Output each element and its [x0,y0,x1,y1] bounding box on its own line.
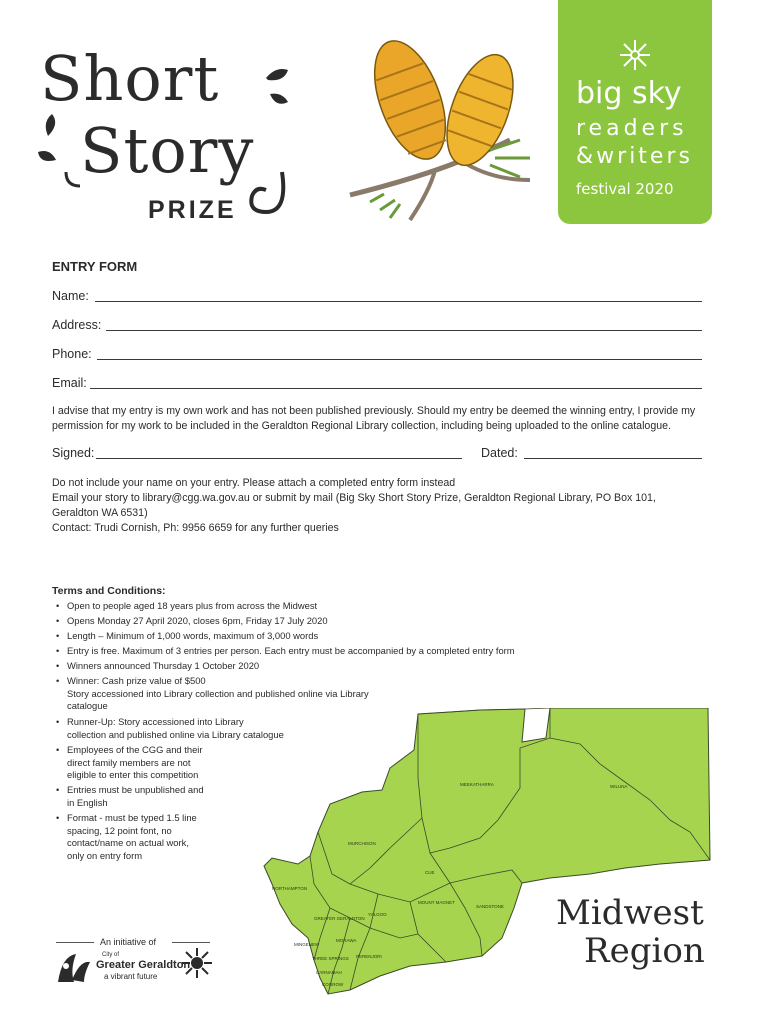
sparkle-icon [620,40,650,70]
region-label: MEEKATHARRA [460,782,494,787]
title-prize: PRIZE [148,196,237,224]
term-text: Employees of the CGG and their direct family members are not eligible to enter this competition [67,744,203,780]
term-text: Opens Monday 27 April 2020, closes 6pm, Friday 17 July 2020 [67,615,328,626]
name-label: Name: [52,289,89,303]
term-text: Length – Minimum of 1,000 words, maximum of 3,000 words [67,630,319,641]
term-text: Winner: Cash prize value of $500 Story accessioned into Library collection and published online via Library catalogue [67,675,369,711]
info-line-2: Email your story to library@cgg.wa.gov.au or submit by mail (Big Sky Short Story Prize, Geraldton Regional Library, PO Box 101, Geraldton WA 6531) [52,492,656,519]
title-story: Story [80,114,255,187]
map-title-midwest: Midwest [556,893,704,933]
bullet: • [56,812,60,823]
festival-badge [558,0,712,224]
region-label: WILUNA [610,784,628,789]
declaration-text: I advise that my entry is my own work and has not been published previously. Should my entry be deemed the winning entry, I provide my permission for my work to be included in the Geraldton Regional Library collection, including being uploaded to the online catalogue. [52,405,696,432]
term-text: Entries must be unpublished and in English [67,784,204,808]
cgg-logo-icon [54,950,94,986]
region-label: CUE [425,870,435,875]
bullet: • [56,630,60,641]
bullet: • [56,615,60,626]
term-text: Format - must be typed 1.5 line spacing, 12 point font, no contact/name on actual work, only on entry form [67,812,197,861]
bullet: • [56,645,60,656]
divider [172,942,210,943]
email-field[interactable] [90,388,702,389]
signed-label: Signed: [52,446,95,460]
region-label: CARNAMAH [316,970,342,975]
region-label: MINGENEW [294,942,320,947]
festival-line1: big sky [576,76,682,111]
term-text: Winners announced Thursday 1 October 2020 [67,660,260,671]
region-label: COOROW [322,982,344,987]
region-label: YALGOO [368,912,387,917]
banksia-flower-icon [340,30,550,230]
email-label: Email: [52,376,87,390]
bullet: • [56,660,60,671]
form-title: ENTRY FORM [52,259,138,274]
region-label: MURCHISON [348,841,376,846]
org-name: Greater Geraldton [96,959,191,971]
region-label: PERENJORI [356,954,382,959]
signature-field[interactable] [96,458,462,459]
dated-label: Dated: [481,446,518,460]
initiative-text: An initiative of [100,937,157,947]
sun-icon [182,948,212,978]
org-tagline: a vibrant future [104,972,158,981]
org-city: City of [102,952,120,958]
bullet: • [56,716,60,727]
terms-title: Terms and Conditions: [52,585,166,597]
region-label: MORAWA [336,938,357,943]
address-label: Address: [52,318,102,332]
region-label: SANDSTONE [476,904,504,909]
bullet: • [56,784,60,795]
title-leaf-icon [36,60,306,230]
region-label: GREATER GERALDTON [314,916,365,921]
name-field[interactable] [95,301,702,302]
date-field[interactable] [524,458,702,459]
festival-line4: festival 2020 [576,180,674,198]
festival-line2: readers [576,116,688,141]
region-label: MOUNT MAGNET [418,900,455,905]
term-text: Entry is free. Maximum of 3 entries per person. Each entry must be accompanied by a completed entry form [67,645,515,656]
bullet: • [56,744,60,755]
phone-field[interactable] [97,359,702,360]
term-text: Open to people aged 18 years plus from across the Midwest [67,600,318,611]
title-short: Short [40,42,220,115]
phone-label: Phone: [52,347,92,361]
bullet: • [56,600,60,611]
divider [56,942,94,943]
info-line-3: Contact: Trudi Cornish, Ph: 9956 6659 for any further queries [52,522,339,534]
region-label: NORTHAMPTON [272,886,308,891]
region-label: THREE SPRINGS [312,956,349,961]
bullet: • [56,675,60,686]
info-line-1: Do not include your name on your entry. Please attach a completed entry form instead [52,477,456,489]
term-text: Runner-Up: Story accessioned into Library collection and published online via Library catalogue [67,716,284,740]
address-field[interactable] [106,330,702,331]
festival-line3: &writers [576,144,693,169]
map-title-region: Region [584,931,705,971]
